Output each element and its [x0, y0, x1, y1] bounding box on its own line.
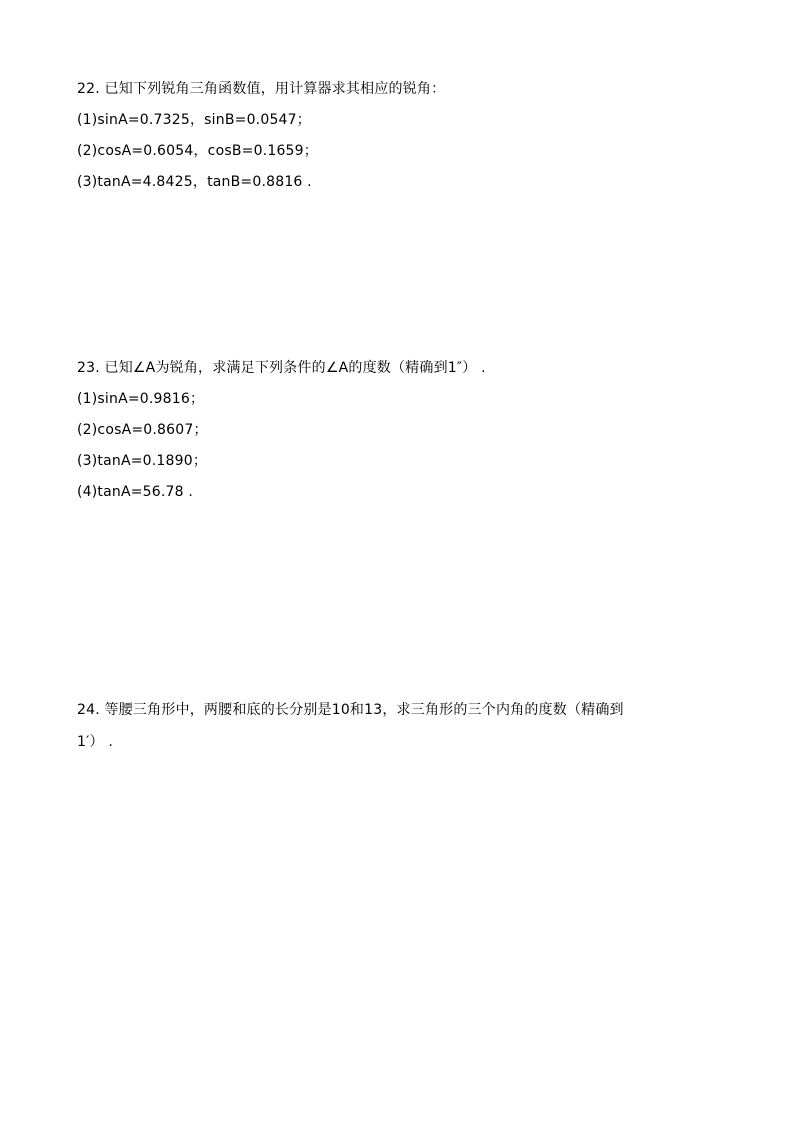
- question-22-part-3: (3)tanA=4.8425，tanB=0.8816 .: [77, 174, 312, 190]
- question-23-stem: 23. 已知∠A为锐角，求满足下列条件的∠A的度数（精确到1″） .: [77, 360, 486, 376]
- question-23-part-1: (1)sinA=0.9816；: [77, 391, 205, 407]
- question-23-part-4: (4)tanA=56.78 .: [77, 484, 194, 500]
- question-23-part-3: (3)tanA=0.1890；: [77, 453, 208, 469]
- question-24-stem-line-1: 24. 等腰三角形中，两腰和底的长分别是10和13，求三角形的三个内角的度数（精确到: [77, 702, 624, 718]
- question-22-part-2: (2)cosA=0.6054，cosB=0.1659；: [77, 143, 318, 159]
- question-22-stem: 22. 已知下列锐角三角函数值，用计算器求其相应的锐角：: [77, 81, 446, 97]
- question-23-part-2: (2)cosA=0.8607；: [77, 422, 208, 438]
- question-24-stem-line-2: 1′） .: [77, 734, 113, 750]
- question-22-part-1: (1)sinA=0.7325，sinB=0.0547；: [77, 112, 311, 128]
